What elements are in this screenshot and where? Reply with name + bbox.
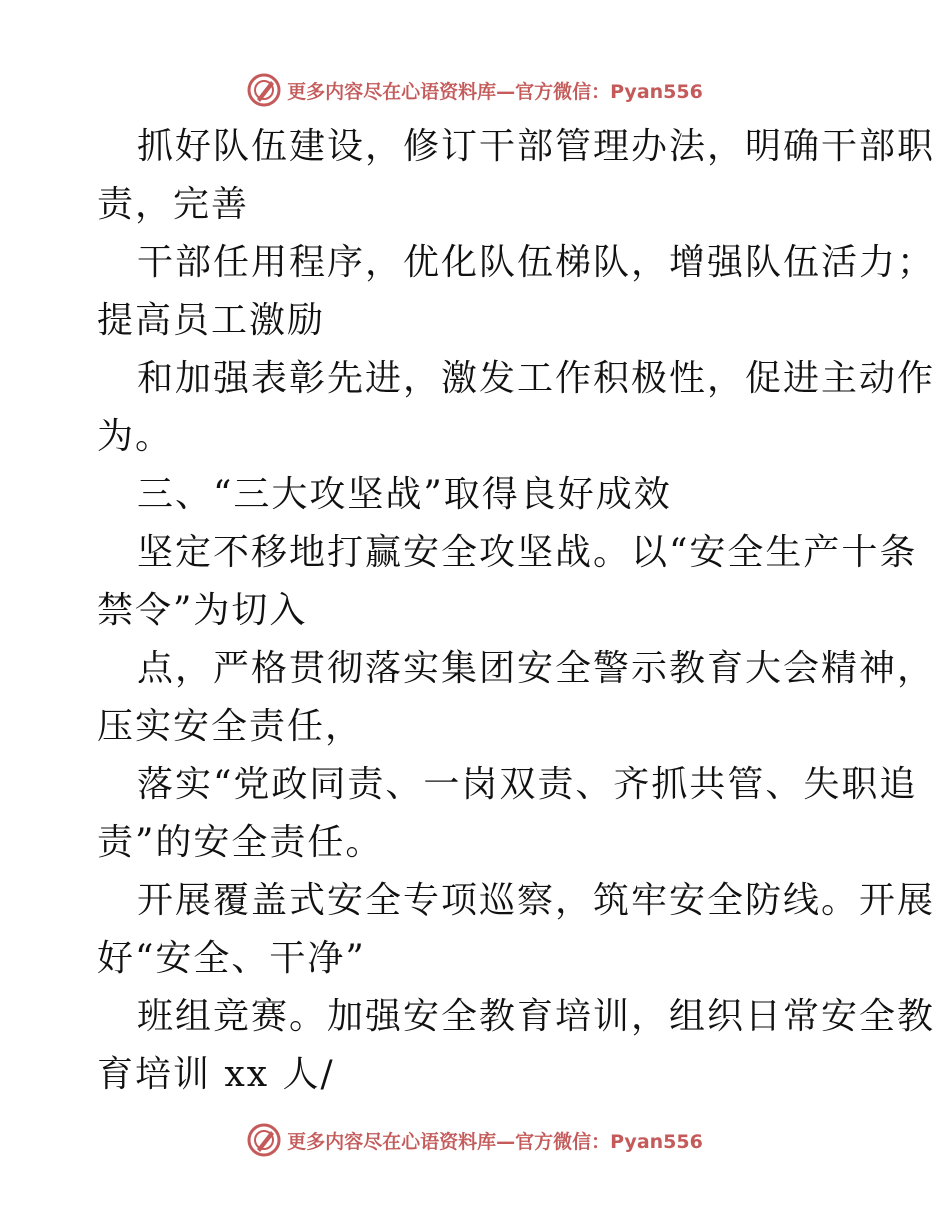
watermark-footer <box>0 1120 950 1160</box>
text-line: 责”的安全责任。 <box>97 822 384 863</box>
text-line: 开展覆盖式安全专项巡察，筑牢安全防线。开展 <box>137 880 936 921</box>
pen-logo-icon <box>247 1123 281 1157</box>
text-line: 干部任用程序，优化队伍梯队，增强队伍活力； <box>137 242 936 283</box>
text-line: 抓好队伍建设，修订干部管理办法，明确干部职 <box>137 126 936 167</box>
text-line: 坚定不移地打赢安全攻坚战。以“安全生产十条 <box>137 532 918 573</box>
pen-logo-icon <box>247 73 281 107</box>
watermark-text: 更多内容尽在心语资料库—官方微信：Pyan556 <box>287 1130 703 1153</box>
watermark-header <box>0 70 950 110</box>
text-line: 好“安全、干净” <box>97 938 366 979</box>
text-line: 为。 <box>97 416 174 457</box>
text-line: 责，完善 <box>97 184 250 225</box>
section-heading: 三、“三大攻坚战”取得良好成效 <box>137 474 672 515</box>
document-body <box>97 118 936 1104</box>
text-line: 禁令”为切入 <box>97 590 308 631</box>
text-line: 和加强表彰先进，激发工作积极性，促进主动作 <box>137 358 936 399</box>
text-line: 落实“党政同责、一岗双责、齐抓共管、失职追 <box>137 764 918 805</box>
watermark-text: 更多内容尽在心语资料库—官方微信：Pyan556 <box>287 80 703 103</box>
text-line: 育培训 xx 人/ <box>97 1054 335 1095</box>
text-line: 点，严格贯彻落实集团安全警示教育大会精神， <box>137 648 936 689</box>
text-line: 班组竞赛。加强安全教育培训，组织日常安全教 <box>137 996 936 1037</box>
text-line: 压实安全责任， <box>97 706 364 747</box>
text-line: 提高员工激励 <box>97 300 326 341</box>
